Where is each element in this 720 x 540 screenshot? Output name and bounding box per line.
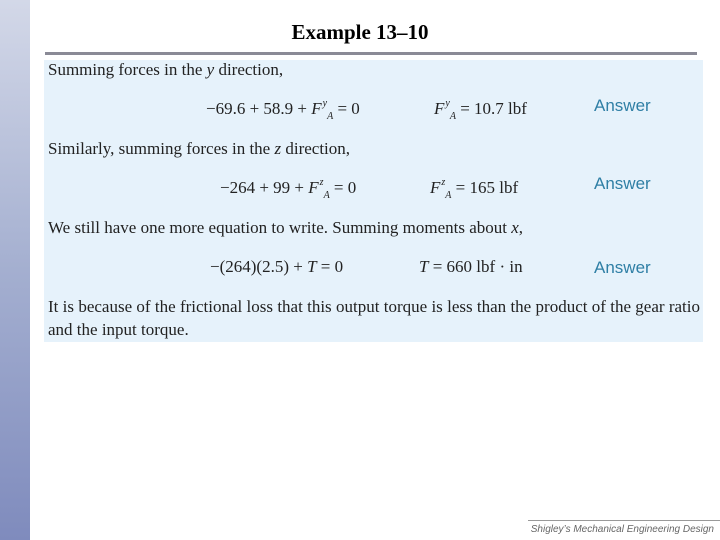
text-line-y-direction — [48, 60, 283, 80]
answer-label-1: Answer — [594, 96, 651, 115]
text-line-z-direction — [48, 139, 350, 159]
text-fragment: , — [518, 218, 524, 237]
variable-y: y — [206, 60, 215, 79]
eq-symbol-T: T — [419, 257, 429, 276]
equation-result-FAz — [430, 177, 518, 201]
eq-term: = 0 — [329, 178, 357, 197]
eq-term: −(264)(2.5) + — [210, 257, 308, 276]
eq-symbol-F: F — [430, 178, 441, 197]
eq-subscript: A — [327, 111, 334, 122]
text-fragment: We still have one more equation to write. Summing moments about — [48, 218, 512, 237]
eq-term: = 10.7 lbf — [455, 99, 527, 118]
eq-symbol-F: F — [308, 178, 319, 197]
eq-term: = 0 — [333, 99, 360, 118]
equation-result-FAy — [434, 98, 527, 122]
eq-symbol-F: F — [311, 99, 322, 118]
text-fragment: direction, — [281, 139, 351, 158]
eq-superscript: y — [322, 98, 328, 109]
eq-term: = 660 lbf · in — [428, 257, 523, 276]
equation-result-T — [419, 257, 523, 277]
equation-sum-y-forces — [206, 98, 360, 122]
title-divider — [45, 52, 697, 55]
footer-source: Shigley’s Mechanical Engineering Design — [530, 524, 714, 535]
text-fragment: direction, — [214, 60, 284, 79]
eq-term: −264 + 99 + — [220, 178, 309, 197]
text-fragment: Similarly, summing forces in the — [48, 139, 275, 158]
eq-term: = 165 lbf — [451, 178, 519, 197]
eq-term: −69.6 + 58.9 + — [206, 99, 312, 118]
equation-sum-z-forces — [220, 177, 356, 201]
eq-subscript: A — [449, 111, 456, 122]
eq-superscript: z — [319, 177, 324, 188]
solution-panel — [44, 60, 703, 342]
eq-subscript: A — [323, 190, 330, 201]
decorative-side-bar — [0, 0, 30, 540]
eq-symbol-F: F — [434, 99, 445, 118]
eq-term: = 0 — [316, 257, 344, 276]
eq-superscript: z — [441, 177, 446, 188]
text-line-moments — [48, 218, 523, 238]
variable-z: z — [274, 139, 282, 158]
answer-label-2: Answer — [594, 174, 651, 193]
eq-subscript: A — [445, 190, 452, 201]
variable-x: x — [511, 218, 519, 237]
eq-symbol-T: T — [307, 257, 317, 276]
text-fragment: Summing forces in the — [48, 60, 207, 79]
eq-superscript: y — [445, 98, 450, 109]
closing-paragraph: It is because of the frictional loss that this output torque is less than the product of the gear ratio and the input torque. — [48, 297, 700, 339]
answer-label-3: Answer — [594, 258, 651, 277]
equation-sum-moments — [210, 257, 343, 277]
footer-divider — [528, 520, 720, 521]
slide-title: Example 13–10 — [291, 20, 429, 44]
